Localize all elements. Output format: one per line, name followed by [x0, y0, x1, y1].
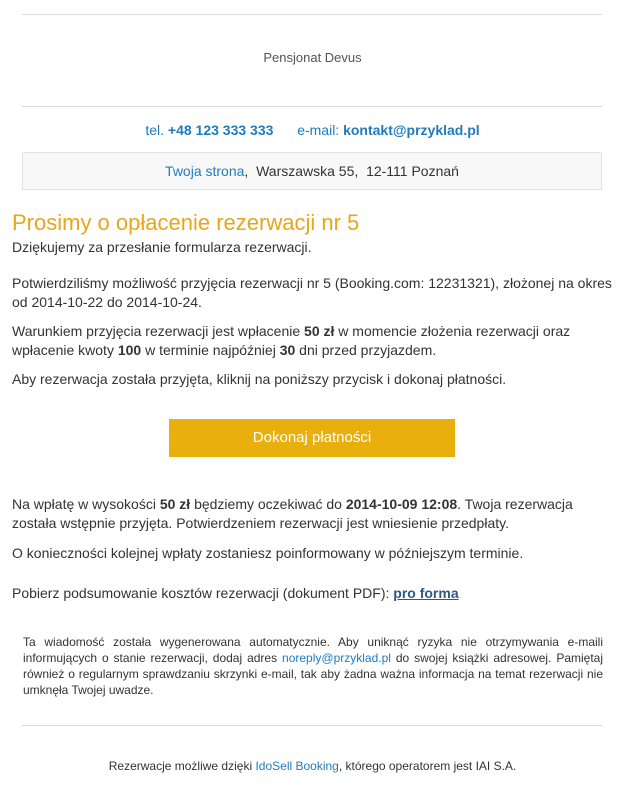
wait-text-2: będziemy oczekiwać do: [190, 496, 346, 512]
header-divider: [22, 106, 602, 107]
pro-forma-link[interactable]: pro forma: [393, 585, 459, 601]
condition-text-2: w momencie złożenia rezerwacji oraz: [334, 323, 571, 339]
notice-text-1: Ta wiadomość została wygenerowana automatycznie. Aby uniknąć ryzyka nie otrzymywania e-maili informujących o stanie rezerwacji, dodaj adres: [23, 635, 603, 665]
confirmation-text: [12, 274, 612, 312]
days-before: 30: [279, 342, 296, 358]
wait-text-1: Na wpłatę w wysokości: [12, 496, 160, 512]
second-amount: 100: [117, 342, 142, 358]
thanks-text: Dziękujemy za przesłanie formularza rezerwacji.: [12, 239, 312, 255]
hotel-name: Pensjonat Devus: [263, 50, 362, 65]
wait-text: [12, 495, 612, 533]
confirmation-line-1: Potwierdziliśmy możliwość przyjęcia rezerwacji nr 5 (Booking.com: 12231321), złożonej na okres: [12, 275, 612, 291]
wait-text-3: . Twoja rezerwacja: [457, 496, 573, 512]
email-link[interactable]: kontakt@przyklad.pl: [343, 122, 480, 138]
auto-notice: [23, 634, 603, 698]
wait-text-line-2: została wstępnie przyjęta. Potwierdzeniem rezerwacji jest wniesienie przedpłaty.: [12, 515, 509, 531]
noreply-email-link[interactable]: noreply@przyklad.pl: [282, 651, 391, 665]
phone-label: tel.: [145, 122, 165, 138]
contact-line: [0, 122, 625, 138]
top-divider: [22, 14, 602, 15]
deposit-amount: 50 zł: [304, 323, 335, 339]
pay-button[interactable]: Dokonaj płatności: [169, 419, 455, 457]
confirmation-line-2: od 2014-10-22 do 2014-10-24.: [12, 294, 202, 310]
address-city: 12-111 Poznań: [366, 163, 459, 179]
page-title: Prosimy o opłacenie rezerwacji nr 5: [12, 210, 360, 235]
footer-text-1: Rezerwacje możliwe dzięki: [108, 759, 256, 773]
condition-text-4: w terminie najpóźniej: [141, 342, 280, 358]
idosell-link[interactable]: IdoSell Booking: [255, 759, 339, 773]
condition-text: [12, 322, 612, 360]
payment-deadline: 2014-10-09 12:08: [345, 496, 458, 512]
address-box: Twoja strona, Warszawska 55, 12-111 Poznań: [22, 152, 602, 190]
condition-text-1: Warunkiem przyjęcia rezerwacji jest wpłacenie: [12, 323, 305, 339]
notice-text-2: do swojej książki adresowej. Pamiętaj również o regularnym sprawdzaniu skrzynki e-mail, tak aby żadna ważna informacja na temat rezerwacji nie umknęła Twojej uwadze.: [23, 651, 604, 697]
email-label: e-mail:: [297, 122, 340, 138]
pdf-line: [12, 584, 612, 603]
footer-text-2: , którego operatorem jest IAI S.A.: [338, 759, 517, 773]
pay-instruction: Aby rezerwacja została przyjęta, kliknij na poniższy przycisk i dokonaj płatności.: [12, 371, 507, 387]
wait-amount: 50 zł: [159, 496, 191, 512]
condition-text-5: dni przed przyjazdem.: [295, 342, 437, 358]
phone-link[interactable]: +48 123 333 333: [167, 122, 274, 138]
footer-divider: [22, 725, 602, 726]
next-payment-text: O konieczności kolejnej wpłaty zostaniesz poinformowany w późniejszym terminie.: [12, 545, 524, 561]
condition-text-3: wpłacenie kwoty: [12, 342, 118, 358]
address-street: Warszawska 55,: [256, 163, 359, 179]
footer: [0, 759, 625, 773]
pdf-text: Pobierz podsumowanie kosztów rezerwacji (dokument PDF):: [12, 585, 394, 601]
website-link[interactable]: Twoja strona: [165, 163, 245, 179]
